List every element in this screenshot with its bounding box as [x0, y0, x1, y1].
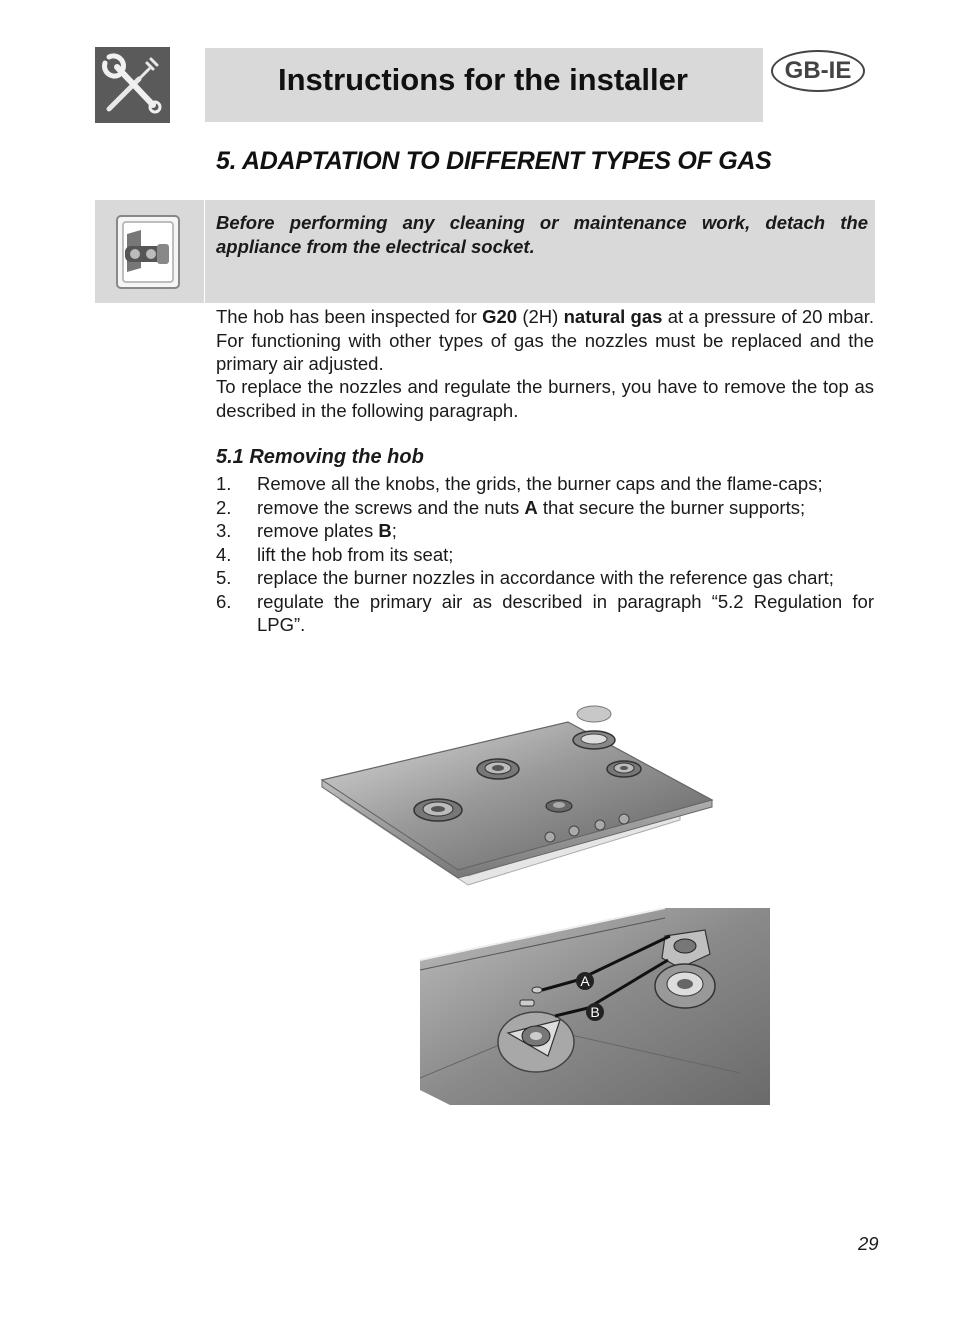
knob — [595, 820, 605, 830]
burner — [607, 761, 641, 777]
steps-list — [216, 472, 874, 637]
page-title: Instructions for the installer — [278, 62, 688, 97]
burner-detail-illustration — [420, 908, 770, 1105]
list-item: 2. remove the screws and the nuts A that secure the burner supports; — [216, 496, 806, 518]
knob — [545, 832, 555, 842]
section-title: 5. ADAPTATION TO DIFFERENT TYPES OF GAS — [216, 147, 772, 175]
burner — [573, 731, 615, 749]
list-item: 1. Remove all the knobs, the grids, the burner caps and the flame-caps; — [216, 473, 823, 494]
warning-icon-box — [95, 200, 204, 303]
label-b: B — [590, 1004, 600, 1020]
wrench-screwdriver-icon — [95, 47, 170, 123]
hob-illustration — [318, 700, 718, 890]
knob — [569, 826, 579, 836]
list-item: 6. regulate the primary air as described in paragraph “5.2 Regulation for LPG”. — [216, 590, 874, 635]
label-a: A — [580, 973, 590, 989]
list-item: 5. replace the burner nozzles in accordance with the reference gas chart; — [216, 567, 834, 588]
list-item: 3. remove plates B; — [216, 520, 397, 541]
knob — [619, 814, 629, 824]
intro-paragraph-1: The hob has been inspected for G20 (2H) natural gas at a pressure of 20 mbar. For functioning with other types of gas the nozzles must be replaced and the primary air adjusted. — [216, 306, 875, 374]
page-number: 29 — [858, 1233, 879, 1254]
warning-text: Before performing any cleaning or maintenance work, detach the appliance from the electrical socket. — [216, 212, 868, 257]
burner-cap — [577, 706, 611, 722]
subsection-title: 5.1 Removing the hob — [216, 446, 424, 468]
intro-paragraph-2: To replace the nozzles and regulate the burners, you have to remove the top as described in the following paragraph. — [216, 376, 874, 421]
burner — [546, 800, 572, 812]
burner — [414, 799, 462, 821]
language-badge: GB-IE — [771, 50, 865, 92]
electrical-socket-icon — [95, 200, 204, 303]
list-item: 4. lift the hob from its seat; — [216, 543, 454, 565]
tools-icon-box — [95, 47, 170, 123]
burner — [477, 759, 519, 779]
